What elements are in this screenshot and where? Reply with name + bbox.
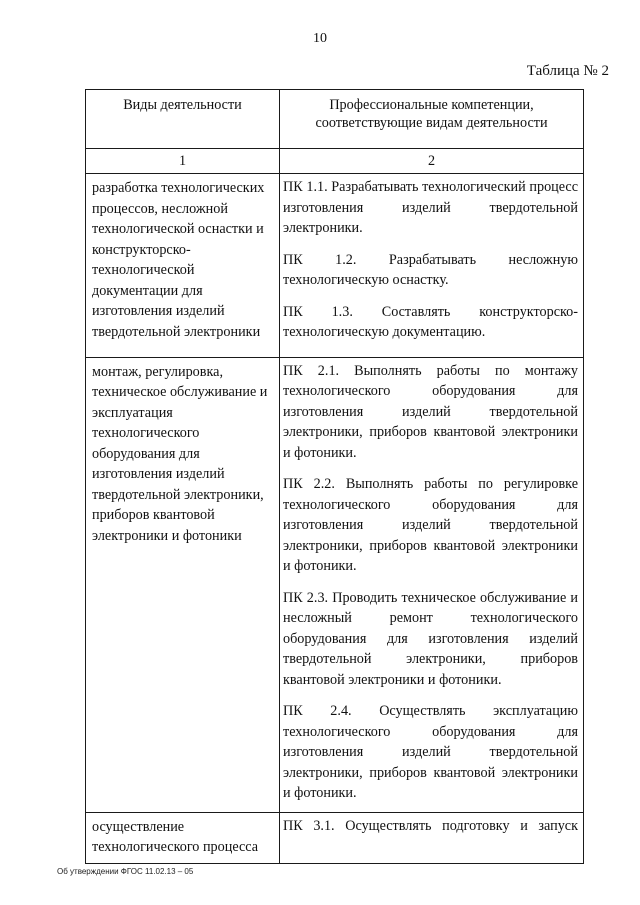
- table-row: [86, 174, 584, 358]
- activity-cell: осуществление технологического процесса: [86, 812, 280, 863]
- competencies-cell: [280, 174, 584, 358]
- column-number-1: 1: [86, 149, 280, 174]
- header-competencies: Профессиональные компетенции, соответствующие видам деятельности: [280, 90, 584, 149]
- footer-note: Об утверждении ФГОС 11.02.13 – 05: [57, 867, 194, 876]
- table-row: [86, 812, 584, 863]
- competencies-table: [85, 89, 584, 864]
- page-number: 10: [313, 31, 327, 46]
- column-number-row: [86, 149, 584, 174]
- competency-item: ПК 1.1. Разрабатывать технологический процесс изготовления изделий твердотельной электроники.: [283, 179, 578, 236]
- competency-item: ПК 2.1. Выполнять работы по монтажу технологического оборудования для изготовления изделий твердотельной электроники, приборов квантовой электроники и фотоники.: [283, 362, 578, 461]
- competency-item: ПК 1.3. Составлять конструкторско-технологическую документацию.: [283, 303, 578, 340]
- activity-cell: монтаж, регулировка, техническое обслуживание и эксплуатация технологического оборудования для изготовления изделий твердотельной электроники, приборов квантовой электроники и фотоники: [86, 357, 280, 812]
- activity-cell: разработка технологических процессов, несложной технологической оснастки и конструкторско-технологической документации для изготовления изделий твердотельной электроники: [86, 174, 280, 358]
- table-header-row: [86, 90, 584, 149]
- competencies-cell: [280, 357, 584, 812]
- competency-item: ПК 2.4. Осуществлять эксплуатацию технологического оборудования для изготовления изделий твердотельной электроники, приборов квантовой электроники и фотоники.: [283, 703, 578, 801]
- table-caption: Таблица № 2: [526, 63, 609, 79]
- table-row: [86, 357, 584, 812]
- competency-item: ПК 3.1. Осуществлять подготовку и запуск: [283, 817, 578, 834]
- competency-item: ПК 1.2. Разрабатывать несложную технологическую оснастку.: [283, 251, 578, 288]
- competency-item: ПК 2.3. Проводить техническое обслуживание и несложный ремонт технологического оборудования для изготовления изделий твердотельной электроники, приборов квантовой электроники и фотоники.: [283, 589, 578, 688]
- header-activity-types: Виды деятельности: [86, 90, 280, 149]
- competency-item: ПК 2.2. Выполнять работы по регулировке технологического оборудования для изготовления изделий твердотельной электроники, приборов квантовой электроники и фотоники.: [283, 476, 578, 574]
- column-number-2: 2: [280, 149, 584, 174]
- competencies-cell: [280, 812, 584, 863]
